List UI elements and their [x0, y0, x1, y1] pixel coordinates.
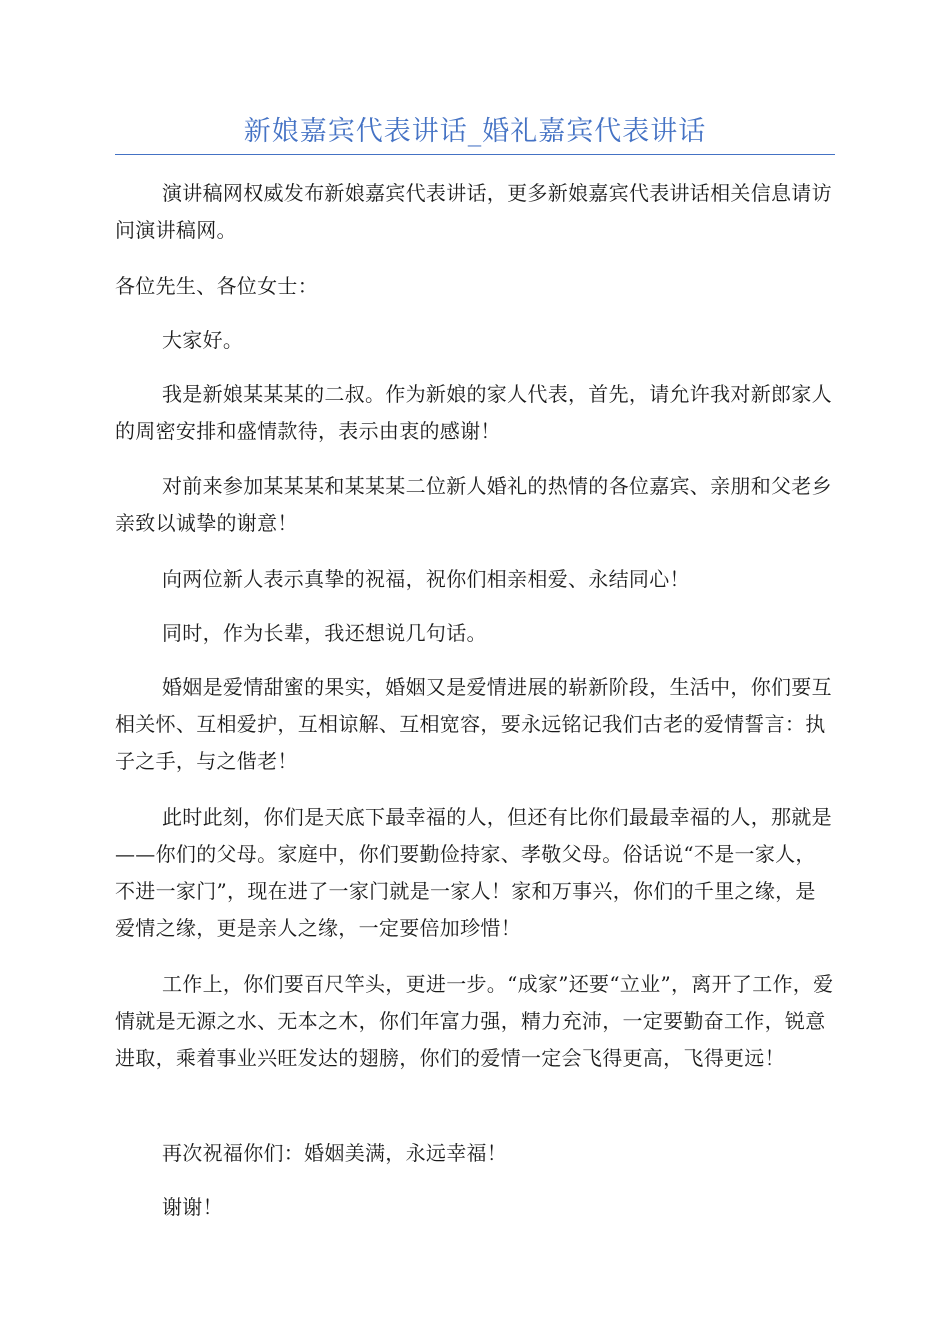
paragraph-self-introduction: 我是新娘某某某的二叔。作为新娘的家人代表，首先，请允许我对新郎家人的周密安排和盛情款待，表示由衷的感谢！ [115, 382, 832, 443]
title-underline [115, 154, 835, 155]
paragraph-marriage: 婚姻是爱情甜蜜的果实，婚姻又是爱情进展的崭新阶段，生活中，你们要互相关怀、互相爱护，互相谅解、互相宽容，要永远铭记我们古老的爱情誓言：执子之手，与之偕老！ [115, 675, 832, 773]
paragraph-greeting: 大家好。 [162, 328, 244, 352]
paragraph-salutation: 各位先生、各位女士： [115, 274, 318, 298]
paragraph-blessing: 向两位新人表示真挚的祝福，祝你们相亲相爱、永结同心！ [162, 567, 690, 591]
paragraph-intro: 演讲稿网权威发布新娘嘉宾代表讲话，更多新娘嘉宾代表讲话相关信息请访问演讲稿网。 [115, 181, 832, 242]
paragraph-final-blessing: 再次祝福你们：婚姻美满，永远幸福！ [162, 1141, 508, 1165]
paragraph-thanks-guests: 对前来参加某某某和某某某二位新人婚礼的热情的各位嘉宾、亲朋和父老乡亲致以诚挚的谢意！ [115, 474, 832, 535]
document-title: 新娘嘉宾代表讲话_婚礼嘉宾代表讲话 [243, 116, 707, 147]
paragraph-career: 工作上，你们要百尺竿头，更进一步。“成家”还要“立业”，离开了工作，爱情就是无源之水、无本之木，你们年富力强，精力充沛，一定要勤奋工作，锐意进取，乘着事业兴旺发达的翅膀，你们的爱情一定会飞得更高，飞得更远！ [115, 972, 834, 1070]
paragraph-parents: 此时此刻，你们是天底下最幸福的人，但还有比你们最最幸福的人，那就是——你们的父母。家庭中，你们要勤俭持家、孝敬父母。俗话说“不是一家人，不进一家门”，现在进了一家门就是一家人！家和万事兴，你们的千里之缘，是爱情之缘，更是亲人之缘，一定要倍加珍惜！ [115, 805, 832, 940]
paragraph-elder-words: 同时，作为长辈，我还想说几句话。 [162, 621, 487, 645]
paragraph-thank-you: 谢谢！ [162, 1195, 223, 1219]
